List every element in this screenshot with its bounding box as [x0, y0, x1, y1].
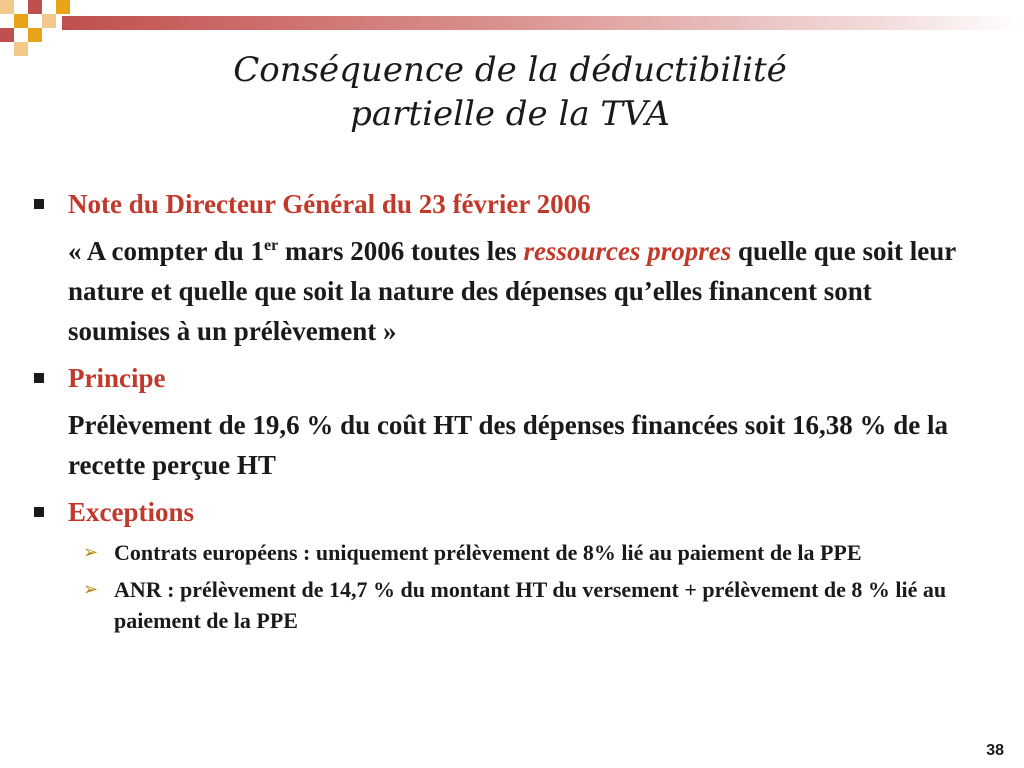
bullet-exceptions-heading: Exceptions	[68, 497, 195, 527]
square-bullet-icon	[34, 373, 44, 383]
title-line-1: Conséquence de la déductibilité	[233, 50, 787, 90]
note-quote	[28, 231, 978, 351]
bullet-note-heading: Note du Directeur Général du 23 février 2006	[68, 189, 591, 219]
arrow-bullet-icon: ➢	[83, 542, 99, 563]
principe-text: Prélèvement de 19,6 % du coût HT des dépenses financées soit 16,38 % de la recette perçue HT	[68, 410, 948, 480]
exception-item-text: ANR : prélèvement de 14,7 % du montant HT du versement + prélèvement de 8 % lié au paiement de la PPE	[114, 577, 947, 633]
quote-sup: er	[264, 237, 279, 254]
square-bullet-icon	[34, 199, 44, 209]
square-bullet-icon	[34, 507, 44, 517]
slide-title	[60, 48, 960, 136]
quote-mid: mars 2006 toutes les	[278, 236, 524, 266]
page-number: 38	[986, 742, 1004, 759]
top-gradient-bar	[62, 16, 1024, 30]
exception-item	[28, 574, 978, 636]
quote-post: quelle que soit leur nature et quelle que soit la nature des dépenses qu’elles financent sont soumises à un prélèvement »	[68, 236, 956, 346]
bullet-principe-heading: Principe	[68, 363, 166, 393]
exception-item	[28, 537, 978, 568]
arrow-bullet-icon: ➢	[83, 579, 99, 600]
bullet-exceptions	[28, 493, 978, 531]
slide-content	[28, 185, 978, 636]
quote-pre: « A compter du 1	[68, 236, 265, 266]
quote-highlight: ressources propres	[523, 236, 732, 266]
bullet-note	[28, 185, 978, 223]
title-line-2: partielle de la TVA	[350, 94, 670, 134]
bullet-principe	[28, 359, 978, 397]
exception-item-text: Contrats européens : uniquement prélèvement de 8% lié au paiement de la PPE	[114, 540, 862, 565]
